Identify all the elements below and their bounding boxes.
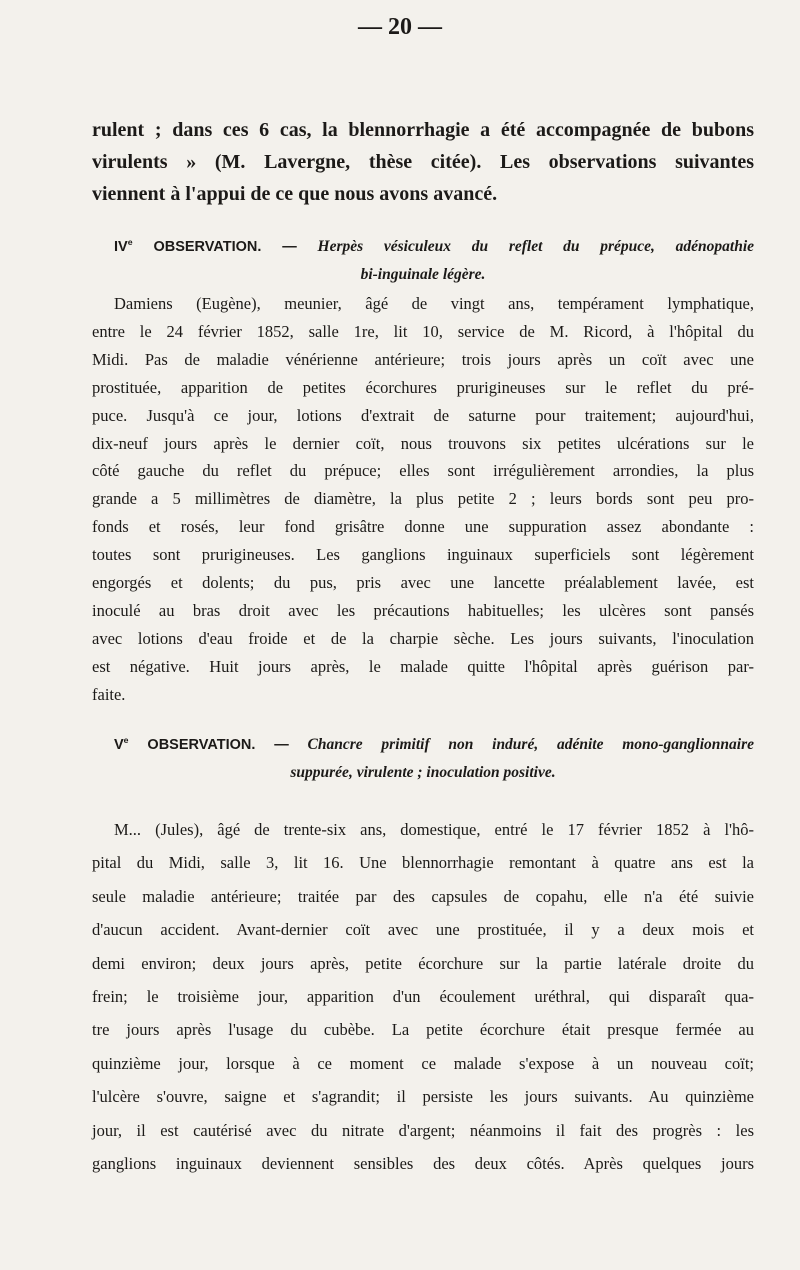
heading-line xyxy=(92,233,754,261)
text-line: côté gauche du reflet du prépuce; elles sont irrégulièrement arrondies, la plus xyxy=(92,461,754,481)
text-line: tre jours après l'usage du cubèbe. La petite écorchure était presque fermée au xyxy=(92,1020,754,1040)
heading-line xyxy=(92,261,754,288)
text-line: est négative. Huit jours après, le malade quitte l'hôpital après guérison par- xyxy=(92,656,754,676)
text-line: demi environ; deux jours après, petite écorchure sur la partie latérale droite du xyxy=(92,953,754,973)
observation-number: IV xyxy=(114,239,128,255)
text-line: avec lotions d'eau froide et de la charpie sèche. Les jours suivants, l'inoculation xyxy=(92,628,754,648)
observation-5-heading xyxy=(92,731,754,786)
text-line: toutes sont prurigineuses. Les ganglions inguinaux superficiels sont légèrement xyxy=(92,545,754,565)
observation-label: OBSERVATION. — xyxy=(153,239,297,255)
text-line: viennent à l'appui de ce que nous avons avancé. xyxy=(92,183,498,205)
text-line: fonds et rosés, leur fond grisâtre donne une suppuration assez abondante : xyxy=(92,517,754,537)
observation-number: V xyxy=(114,737,124,753)
superscript: e xyxy=(123,735,129,746)
text-line: frein; le troisième jour, apparition d'un écoulement uréthral, qui disparaît qua- xyxy=(92,987,754,1007)
text-line: quinzième jour, lorsque à ce moment ce malade s'expose à un nouveau coït; xyxy=(92,1053,754,1073)
text-line: M... (Jules), âgé de trente-six ans, domestique, entré le 17 février 1852 à l'hô- xyxy=(114,820,754,839)
observation-label: OBSERVATION. — xyxy=(147,737,289,753)
observation-5-body xyxy=(92,813,754,1180)
text-line: d'aucun accident. Avant-dernier coït avec une prostituée, il y a deux mois et xyxy=(92,920,754,940)
heading-line xyxy=(92,759,754,786)
text-line: virulents » (M. Lavergne, thèse citée). Les observations suivantes xyxy=(92,151,754,173)
text-line: l'ulcère s'ouvre, saigne et s'agrandit; il persiste les jours suivants. Au quinzième xyxy=(92,1087,754,1107)
text-line: jour, il est cautérisé avec du nitrate d'argent; néanmoins il fait des progrès : les xyxy=(92,1120,754,1140)
text-line: dix-neuf jours après le dernier coït, nous trouvons six petites ulcérations sur le xyxy=(92,433,754,453)
text-line: rulent ; dans ces 6 cas, la blennorrhagie a été accompagnée de bubons xyxy=(92,119,754,141)
text-line: pital du Midi, salle 3, lit 16. Une blennorrhagie remontant à quatre ans est la xyxy=(92,853,754,873)
observation-title: Herpès vésiculeux du reflet du prépuce, adénopathie xyxy=(317,238,754,255)
intro-paragraph xyxy=(92,114,754,210)
text-line: Damiens (Eugène), meunier, âgé de vingt ans, tempérament lymphatique, xyxy=(114,294,754,313)
observation-4-body xyxy=(92,290,754,709)
observation-4-heading xyxy=(92,233,754,288)
text-line: faite. xyxy=(92,684,126,704)
superscript: e xyxy=(127,237,133,248)
text-line: prostituée, apparition de petites écorchures prurigineuses sur le reflet du pré- xyxy=(92,377,754,397)
observation-title-cont: bi-inguinale légère. xyxy=(360,266,486,283)
observation-title-cont: suppurée, virulente ; inoculation positive. xyxy=(290,764,556,781)
page-number: — 20 — xyxy=(358,14,442,40)
text-line: seule maladie antérieure; traitée par des capsules de copahu, elle n'a été suivie xyxy=(92,886,754,906)
heading-line xyxy=(92,731,754,759)
text-line: engorgés et dolents; du pus, pris avec une lancette préalablement lavée, est xyxy=(92,573,754,593)
text-line: grande a 5 millimètres de diamètre, la plus petite 2 ; leurs bords sont peu pro- xyxy=(92,489,754,509)
text-line: entre le 24 février 1852, salle 1re, lit 10, service de M. Ricord, à l'hôpital du xyxy=(92,321,754,341)
text-line: Midi. Pas de maladie vénérienne antérieure; trois jours après un coït avec une xyxy=(92,349,754,369)
text-line: inoculé au bras droit avec les précautions habituelles; les ulcères sont pansés xyxy=(92,600,754,620)
text-line: puce. Jusqu'à ce jour, lotions d'extrait de saturne pour traitement; aujourd'hui, xyxy=(92,405,754,425)
observation-title: Chancre primitif non induré, adénite mono-ganglionnaire xyxy=(307,736,754,753)
text-line: ganglions inguinaux deviennent sensibles des deux côtés. Après quelques jours xyxy=(92,1154,754,1174)
